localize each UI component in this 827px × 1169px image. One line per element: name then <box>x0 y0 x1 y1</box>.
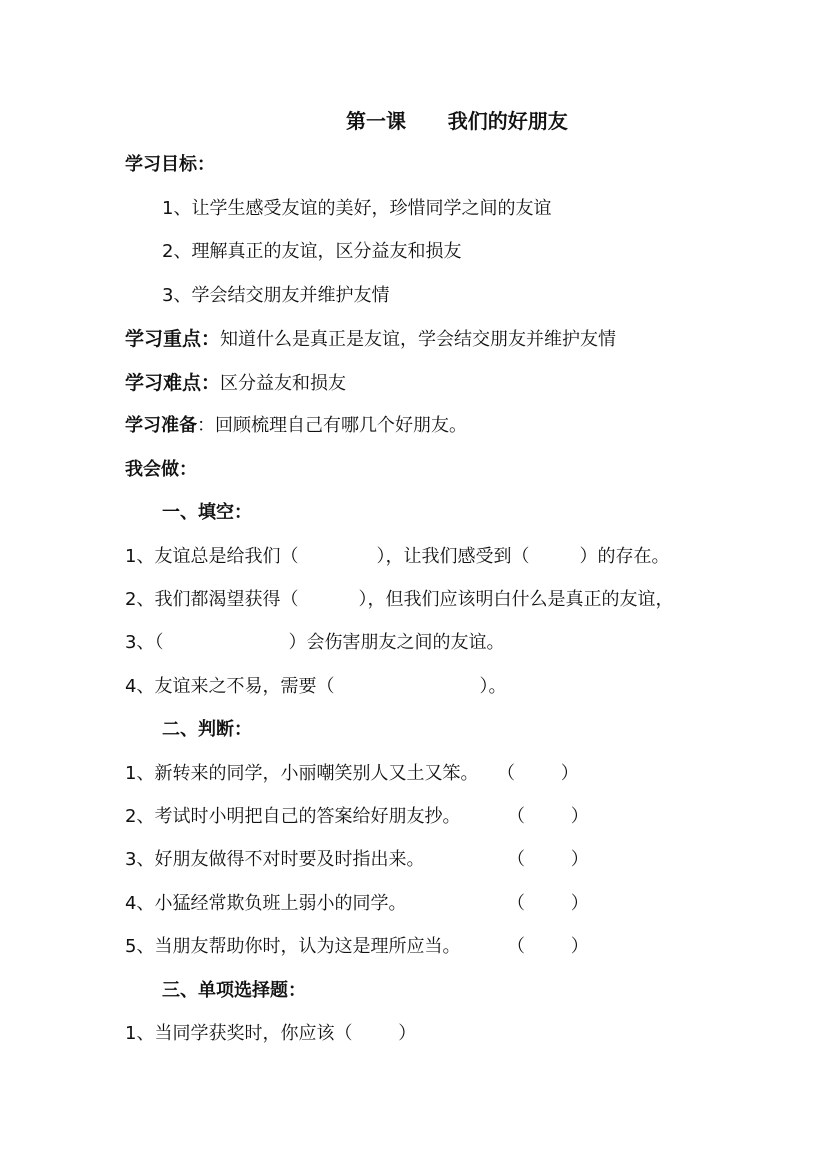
lesson-title: 第一课 我们的好朋友 <box>346 109 568 133</box>
judgment-answer-3[interactable]: （ ） <box>507 849 589 870</box>
key-points-row <box>125 327 616 352</box>
key-points-text: 知道什么是真正是友谊，学会结交朋友并维护友情 <box>220 329 617 350</box>
fill-q4-part-b: ）。 <box>479 676 507 697</box>
key-points-label: 学习重点： <box>125 328 221 350</box>
fill-question-4 <box>125 675 506 699</box>
fill-question-3 <box>125 631 504 655</box>
judgment-answer-5[interactable]: （ ） <box>507 936 589 957</box>
goal-item-1: 1、让学生感受友谊的美好，珍惜同学之间的友谊 <box>162 198 552 219</box>
judgment-answer-1[interactable]: （ ） <box>497 763 579 784</box>
fill-q2-part-b: ），但我们应该明白什么是真正的友谊， <box>358 589 674 610</box>
fill-q1-part-c: ）的存在。 <box>579 546 670 567</box>
fill-q2-part-a: 2、我们都渴望获得（ <box>125 589 299 610</box>
difficulties-text: 区分益友和损友 <box>220 373 347 394</box>
fill-question-2 <box>125 588 673 612</box>
judgment-item-5: 5、当朋友帮助你时，认为这是理所应当。 <box>125 936 461 957</box>
i-can-do-label: 我会做： <box>125 459 197 480</box>
judgment-item-3: 3、好朋友做得不对时要及时指出来。 <box>125 849 425 870</box>
preparation-text: ：回顾梳理自己有哪几个好朋友。 <box>197 415 467 436</box>
judgment-heading: 二、判断： <box>162 719 252 740</box>
judgment-answer-2[interactable]: （ ） <box>507 806 589 827</box>
judgment-item-1: 1、新转来的同学，小丽嘲笑别人又土又笨。 <box>125 763 479 784</box>
goal-item-2: 2、理解真正的友谊，区分益友和损友 <box>162 241 462 262</box>
judgment-item-4: 4、小猛经常欺负班上弱小的同学。 <box>125 893 407 914</box>
fill-question-1 <box>125 545 669 569</box>
fill-q1-part-b: ），让我们感受到（ <box>376 546 530 567</box>
fill-q3-part-b: ）会伤害朋友之间的友谊。 <box>288 632 505 653</box>
single-choice-heading: 三、单项选择题： <box>162 980 306 1001</box>
choice-question-1: 1、当同学获奖时，你应该（ ） <box>125 1023 417 1044</box>
preparation-label: 学习准备 <box>125 415 197 436</box>
fill-q4-part-a: 4、友谊来之不易，需要（ <box>125 676 335 697</box>
goals-label: 学习目标： <box>125 154 215 175</box>
judgment-item-2: 2、考试时小明把自己的答案给好朋友抄。 <box>125 806 461 827</box>
difficulties-label: 学习难点： <box>125 372 221 394</box>
judgment-answer-4[interactable]: （ ） <box>507 893 589 914</box>
fill-q3-part-a: 3、（ <box>125 632 164 653</box>
difficulties-row <box>125 371 346 396</box>
fill-q1-part-a: 1、友谊总是给我们（ <box>125 546 299 567</box>
preparation-row <box>125 414 467 438</box>
fill-blank-heading: 一、填空： <box>162 502 252 523</box>
goal-item-3: 3、学会结交朋友并维护友情 <box>162 285 390 306</box>
